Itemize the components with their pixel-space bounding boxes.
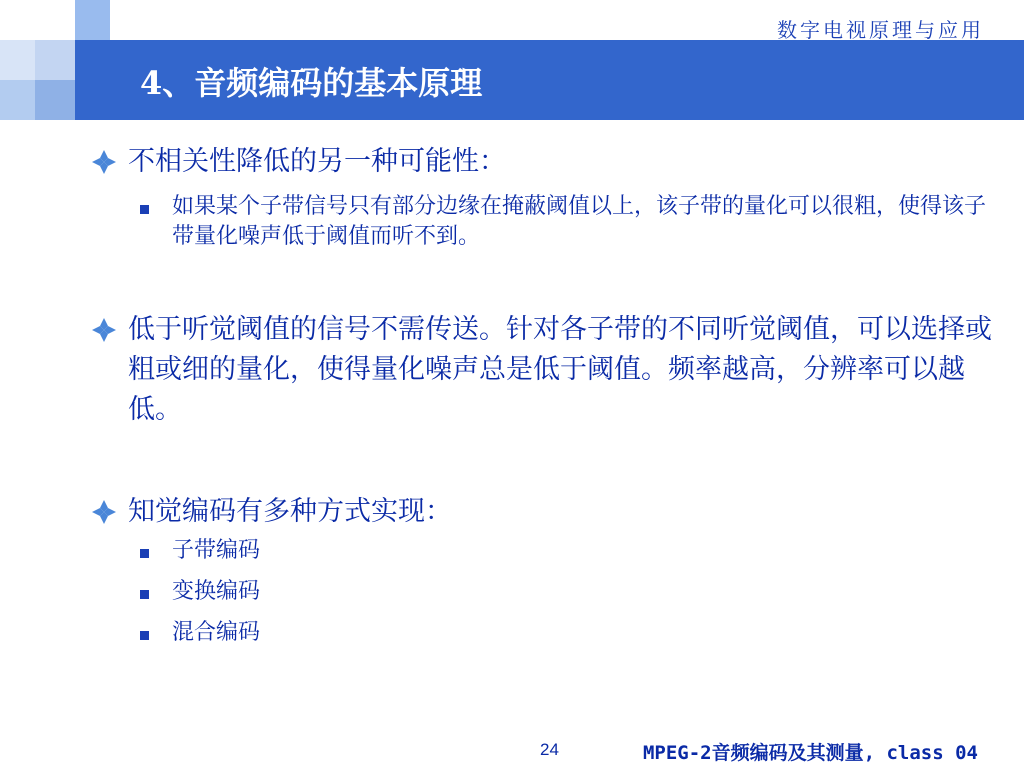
footer-text: MPEG-2音频编码及其测量, class 04 — [642, 742, 978, 764]
sub-point-3-1: 子带编码 — [172, 538, 261, 563]
square-bullet-icon — [140, 205, 149, 214]
sub-point-1-1: 如果某个子带信号只有部分边缘在掩蔽阈值以上，该子带的量化可以很粗，使得该子带量化噪声低于阈值而听不到。 — [172, 194, 987, 249]
course-title: 数字电视原理与应用 — [777, 18, 984, 42]
square-bullet-icon — [140, 590, 149, 599]
square-bullet-icon — [140, 631, 149, 640]
bullet-point-3: 知觉编码有多种方式实现： — [128, 496, 452, 527]
slide-title: 4、音频编码的基本原理 — [140, 64, 483, 102]
diamond-bullet-icon — [90, 148, 118, 176]
bullet-point-1: 不相关性降低的另一种可能性： — [128, 146, 506, 177]
diamond-bullet-icon — [90, 498, 118, 526]
bullet-point-2: 低于听觉阈值的信号不需传送。针对各子带的不同听觉阈值，可以选择或粗或细的量化，使得量化噪声总是低于阈值。频率越高，分辨率可以越低。 — [128, 314, 992, 425]
page-number: 24 — [540, 740, 559, 759]
sub-point-3-3: 混合编码 — [172, 620, 261, 645]
square-bullet-icon — [140, 549, 149, 558]
diamond-bullet-icon — [90, 316, 118, 344]
sub-point-3-2: 变换编码 — [172, 579, 261, 604]
